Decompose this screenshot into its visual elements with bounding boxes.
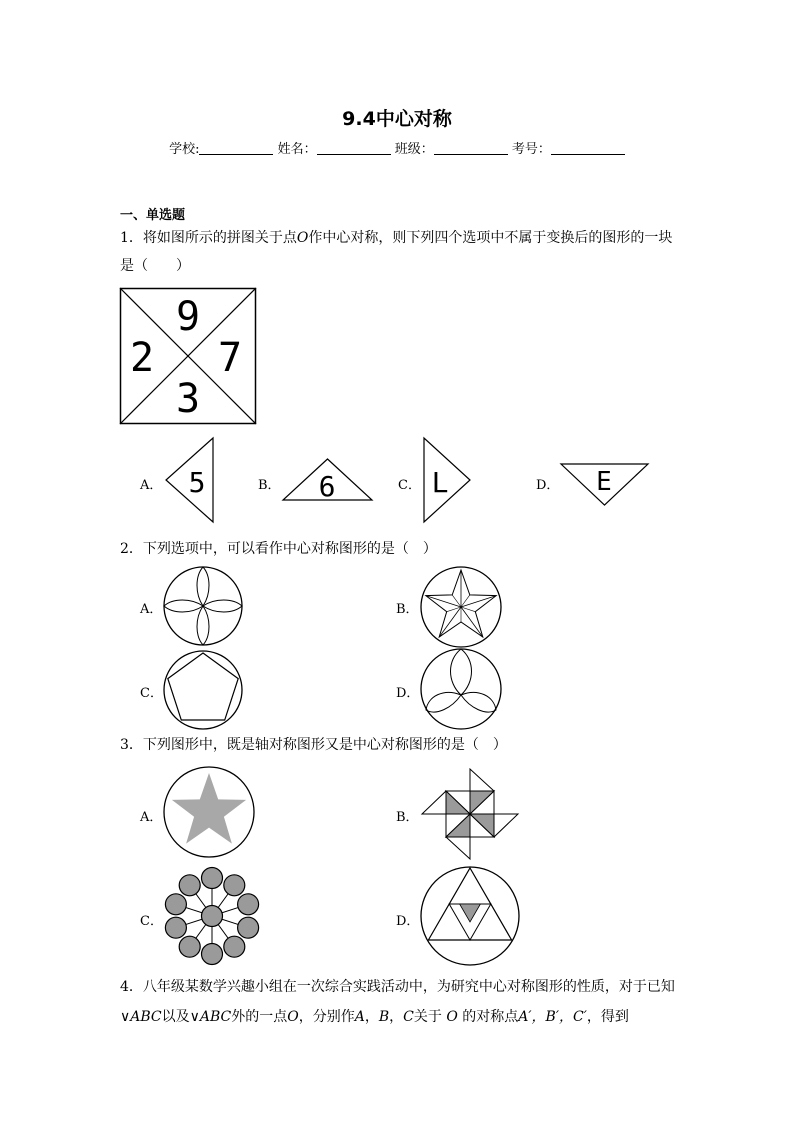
q1-text-b: 作中心对称，则下列四个选项中不属于变换后的图形的一块: [308, 230, 673, 246]
q1-option-c-label[interactable]: C．: [398, 478, 421, 493]
q1-option-a-label[interactable]: A．: [140, 478, 163, 493]
class-label: 班级：: [394, 142, 434, 157]
q4-text-e: 关于: [413, 1009, 442, 1025]
q2-option-b-figure[interactable]: [420, 566, 502, 648]
q1-text-a: 1．将如图所示的拼图关于点: [120, 230, 297, 246]
student-info-row: [0, 138, 794, 157]
q3-option-c-label[interactable]: C．: [140, 914, 163, 929]
question-4-text: 4．八年级某数学兴趣小组在一次综合实践活动中，为研究中心对称图形的性质，对于已知 ∨ABC以及∨ABC外的一点O，分别作A，B，C关于 O 的对称点A′，B′，C′，得到: [120, 979, 675, 1025]
q1-text-c: 是（ ）: [120, 258, 190, 274]
q4-text-b: 以及: [161, 1009, 190, 1025]
q4-text-f: 的对称点: [462, 1009, 519, 1025]
q4-text-a: 4．八年级某数学兴趣小组在一次综合实践活动中，为研究中心对称图形的性质，对于已知: [120, 979, 675, 995]
number-label: 考号：: [511, 142, 551, 157]
q4-point-o-2: O: [446, 1009, 458, 1025]
q3-option-b-figure[interactable]: [420, 768, 520, 860]
question-3-text: 3．下列图形中，既是轴对称图形又是中心对称图形的是（ ）: [120, 737, 507, 753]
question-2-text: 2．下列选项中，可以看作中心对称图形的是（ ）: [120, 541, 437, 557]
q2-option-d-figure[interactable]: [420, 648, 502, 730]
q2-option-d-label[interactable]: D．: [396, 686, 420, 701]
puzzle-digit-left: 2: [129, 335, 155, 381]
q1-option-a-figure[interactable]: [165, 437, 215, 523]
name-label: 姓名：: [277, 142, 317, 157]
q4-point-a: A: [354, 1009, 365, 1025]
school-label: 学校:: [169, 142, 200, 157]
q4-point-o: O: [287, 1009, 299, 1025]
q1-option-d-char: E: [596, 467, 612, 497]
q3-option-d-figure[interactable]: [420, 866, 520, 966]
puzzle-digit-bottom: 3: [175, 376, 201, 422]
q1-option-d-figure[interactable]: [560, 463, 650, 507]
question-1-text: [120, 224, 680, 280]
q4-triangle-1: ∨ABC: [120, 1009, 162, 1025]
puzzle-digit-top: 9: [175, 294, 201, 340]
q1-option-b-figure[interactable]: [282, 458, 374, 502]
q4-triangle-2: ∨ABC: [189, 1009, 232, 1025]
q1-option-b-label[interactable]: B．: [258, 478, 281, 493]
number-field[interactable]: [551, 140, 625, 155]
q2-option-c-figure[interactable]: [163, 650, 243, 730]
q1-option-c-figure[interactable]: [422, 437, 472, 523]
q1-option-b-char: 6: [318, 470, 336, 503]
q2-option-a-figure[interactable]: [163, 566, 243, 646]
puzzle-digit-right: 7: [217, 335, 243, 381]
q4-prime-points: A′，B′，C′: [518, 1009, 587, 1025]
q4-point-c: C: [403, 1009, 414, 1025]
q2-option-c-label[interactable]: C．: [140, 686, 163, 701]
name-field[interactable]: [317, 140, 391, 155]
q1-puzzle-figure: [120, 288, 256, 424]
q3-option-b-label[interactable]: B．: [396, 810, 419, 825]
q3-option-c-figure[interactable]: [162, 866, 262, 966]
q1-option-d-label[interactable]: D．: [536, 478, 560, 493]
q3-option-d-label[interactable]: D．: [396, 914, 420, 929]
q2-option-b-label[interactable]: B．: [396, 602, 419, 617]
q4-text-d: ，分别作: [298, 1009, 355, 1025]
school-field[interactable]: [199, 140, 273, 155]
q4-text-c: 外的一点: [231, 1009, 288, 1025]
class-field[interactable]: [434, 140, 508, 155]
q3-option-a-figure[interactable]: [163, 766, 255, 858]
q3-option-a-label[interactable]: A．: [140, 810, 163, 825]
q2-option-a-label[interactable]: A．: [140, 602, 163, 617]
q1-point: O: [296, 230, 309, 246]
section-title: 一、单选题: [120, 208, 186, 223]
q4-text-g: ，得到: [586, 1009, 629, 1025]
page-title: 9.4中心对称: [342, 108, 452, 130]
q1-option-a-char: 5: [188, 466, 206, 499]
q4-point-b: B: [378, 1009, 390, 1025]
q1-option-c-char: L: [431, 466, 449, 499]
